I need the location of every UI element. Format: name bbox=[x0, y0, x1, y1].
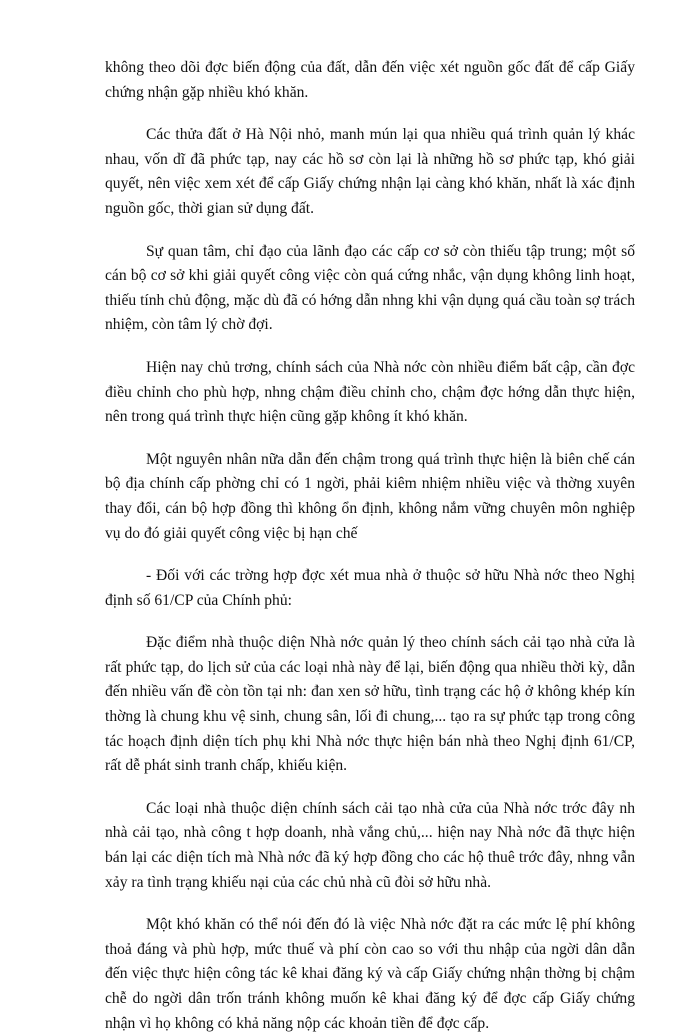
paragraph-fees-difficulty: Một khó khăn có thể nói đến đó là việc Nhà nớc đặt ra các mức lệ phí không thoả đáng và phù hợp, mức thuế và phí còn cao so với thu nhập của ngời dân dẫn đến việc thực hiện công tác kê khai đăng ký và cấp Giấy chứng nhận thờng bị chậm chễ do ngời dân trốn tránh không muốn kê khai đăng ký để đợc cấp Giấy chứng nhận vì họ không có khả năng nộp các khoản tiền để đợc cấp. bbox=[105, 916, 635, 1032]
paragraph-hanoi-land-plots: Các thửa đất ở Hà Nội nhỏ, manh mún lại qua nhiều quá trình quản lý khác nhau, vốn dĩ đã phức tạp, nay các hồ sơ còn lại là những hồ sơ phức tạp, khó giải quyết, nên việc xem xét để cấp Giấy chứng nhận lại càng khó khăn, nhất là xác định nguồn gốc, thời gian sử dụng đất. bbox=[105, 126, 635, 217]
paragraph-continuation: không theo dõi đợc biến động của đất, dẫn đến việc xét nguồn gốc đất để cấp Giấy chứng nhận gặp nhiều khó khăn. bbox=[105, 59, 635, 101]
paragraph-staffing-cause: Một nguyên nhân nữa dẫn đến chậm trong quá trình thực hiện là biên chế cán bộ địa chính cấp phờng chỉ có 1 ngời, phải kiêm nhiệm nhiều việc và thờng xuyên thay đổi, cán bộ hợp đồng thì không ổn định, không nắm vững chuyên môn nghiệp vụ do đó giải quyết công việc bị hạn chế bbox=[105, 450, 635, 542]
paragraph-leadership-attention: Sự quan tâm, chỉ đạo của lãnh đạo các cấp cơ sở còn thiếu tập trung; một số cán bộ cơ sở khi giải quyết công việc còn quá cứng nhắc, vận dụng không linh hoạt, thiếu tính chủ động, mặc dù đã có hớng dẫn nhng khi vận dụng quá cầu toàn sợ trách nhiệm, còn tâm lý chờ đợi. bbox=[105, 242, 635, 334]
paragraph-state-housing-features: Đặc điểm nhà thuộc diện Nhà nớc quản lý theo chính sách cải tạo nhà cửa là rất phức tạp, do lịch sử của các loại nhà này để lại, biến động qua nhiều thời kỳ, dẫn đến nhiều vấn đề còn tồn tại nh: đan xen sở hữu, tình trạng các hộ ở không khép kín thờng là chung khu vệ sinh, chung sân, lối đi chung,... tạo ra sự phức tạp trong công tác hoạch định diện tích phụ khi Nhà nớc thực hiện bán nhà theo Nghị định 61/CP, rất dễ phát sinh tranh chấp, khiếu kiện. bbox=[105, 634, 635, 775]
paragraph-renovated-housing: Các loại nhà thuộc diện chính sách cải tạo nhà cửa của Nhà nớc trớc đây nh nhà cải tạo, nhà công t hợp doanh, nhà vắng chủ,... hiện nay Nhà nớc đã thực hiện bán lại các diện tích mà Nhà nớc đã ký hợp đồng cho các hộ thuê trớc đây, nhng vẫn xảy ra tình trạng khiếu nại của các chủ nhà cũ đòi sở hữu nhà. bbox=[105, 799, 635, 891]
paragraph-decree-61-heading: - Đối với các trờng hợp đợc xét mua nhà ở thuộc sở hữu Nhà nớc theo Nghị định số 61/CP của Chính phủ: bbox=[105, 567, 635, 609]
paragraph-policy-shortcomings: Hiện nay chủ trơng, chính sách của Nhà nớc còn nhiều điểm bất cập, cần đợc điều chỉnh cho phù hợp, nhng chậm điều chỉnh cho, chậm đợc hớng dẫn thực hiện, nên trong quá trình thực hiện cũng gặp không ít khó khăn. bbox=[105, 358, 635, 426]
document-page bbox=[105, 56, 635, 1036]
